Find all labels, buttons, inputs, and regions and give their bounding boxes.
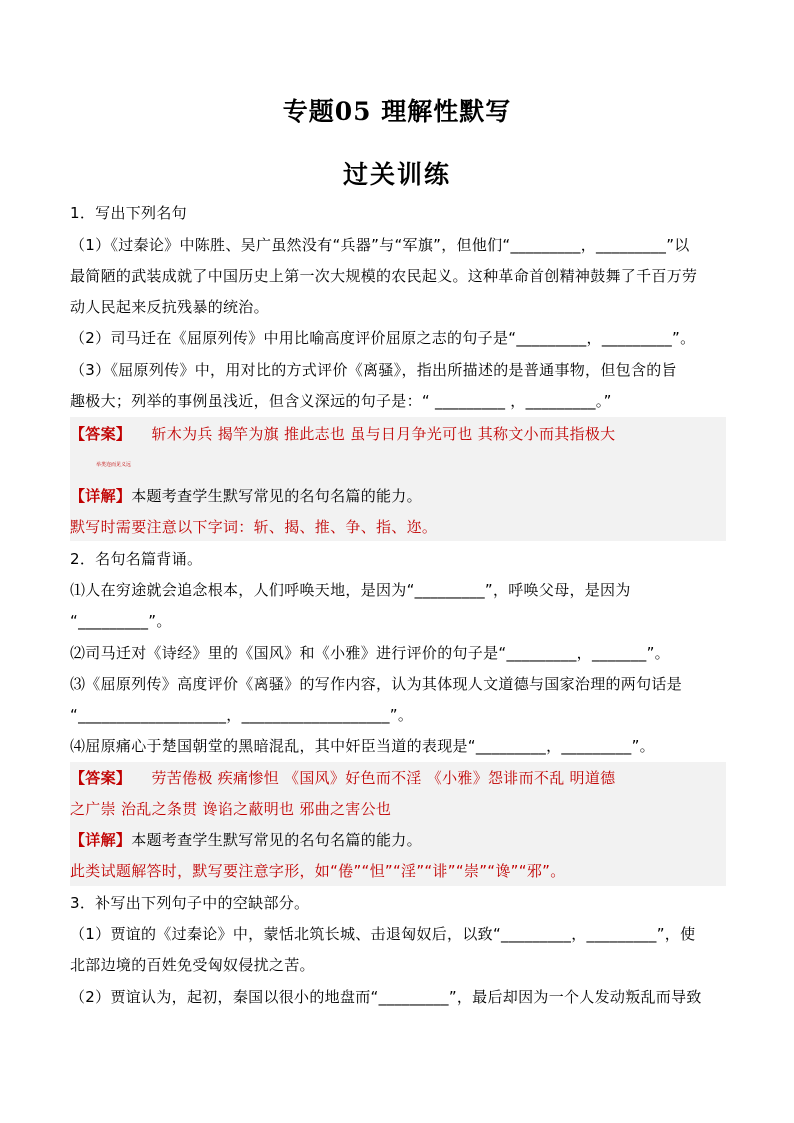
q2-line: ⑷屈原痛心于楚国朝堂的黑暗混乱，其中奸臣当道的表现是“_________，_________”。 (70, 737, 655, 755)
q2-line: ⑶《屈原列传》高度评价《离骚》的写作内容，认为其体现人文道德与国家治理的两句话是 (70, 675, 683, 693)
q2-line: ⑴人在穷途就会追念根本，人们呼唤天地，是因为“_________”，呼唤父母，是因为 (70, 581, 631, 599)
page-title: 专题05 理解性默写 (282, 97, 512, 126)
answer-text: 劳苦倦极 疾痛惨怛 《国风》好色而不淫 《小雅》怨诽而不乱 明道德 (151, 769, 616, 787)
answer-tag: 【答案】 (70, 425, 132, 443)
q1-detail (70, 486, 726, 506)
q1-line: 最简陋的武装成就了中国历史上第一次大规模的农民起义。这种革命首创精神鼓舞了千百万劳 (70, 267, 698, 285)
q2-answer (70, 768, 726, 788)
q2-line: “___________________，___________________”。 (70, 706, 414, 724)
q1-heading: 1．写出下列名句 (70, 204, 187, 222)
answer-text: 之广崇 治乱之条贯 谗谄之蔽明也 邪曲之害公也 (70, 800, 392, 818)
q3-line: 北部边境的百姓免受匈奴侵扰之苦。 (70, 956, 315, 974)
detail-text: 此类试题解答时，默写要注意字形，如“倦”“怛”“淫”“诽”“崇”“谗”“邪”。 (70, 862, 566, 880)
detail-text: 本题考查学生默写常见的名句名篇的能力。 (131, 487, 422, 505)
answer-text: 举类迩而见义远 (96, 462, 132, 468)
q2-line: ⑵司马迁对《诗经》里的《国风》和《小雅》进行评价的句子是“_________，_______”。 (70, 644, 670, 662)
q3-line: （1）贾谊的《过秦论》中，蒙恬北筑长城、击退匈奴后，以致“_________，_________”，使 (70, 925, 696, 943)
q1-line: 动人民起来反抗残暴的统治。 (70, 298, 269, 316)
answer-tag: 【答案】 (70, 769, 132, 787)
q1-line: （1）《过秦论》中陈胜、吴广虽然没有“兵器”与“军旗”，但他们“_________，_________”以 (70, 236, 690, 254)
page-subtitle: 过关训练 (342, 160, 451, 189)
detail-text: 默写时需要注意以下字词：斩、揭、推、争、指、迩。 (70, 518, 438, 536)
q1-answer (70, 424, 726, 444)
q2-heading: 2．名句名篇背诵。 (70, 550, 203, 568)
q1-line: （3）《屈原列传》中，用对比的方式评价《离骚》，指出所描述的是普通事物，但包含的旨 (70, 361, 677, 379)
answer-text: 斩木为兵 揭竿为旗 推此志也 虽与日月争光可也 其称文小而其指极大 (151, 425, 616, 443)
detail-tag: 【详解】 (70, 831, 132, 849)
q1-line: （2）司马迁在《屈原列传》中用比喻高度评价屈原之志的句子是“_________，_________”。 (70, 329, 696, 347)
detail-tag: 【详解】 (70, 487, 132, 505)
q3-heading: 3．补写出下列句子中的空缺部分。 (70, 894, 310, 912)
detail-text: 本题考查学生默写常见的名句名篇的能力。 (131, 831, 422, 849)
q1-line: 趣极大；列举的事例虽浅近，但含义深远的句子是：“ _________ ，_________。” (70, 392, 612, 410)
q2-detail (70, 830, 726, 850)
q3-line: （2）贾谊认为，起初，秦国以很小的地盘而“_________”，最后却因为一个人发动叛乱而导致 (70, 988, 702, 1006)
q2-line: “_________”。 (70, 612, 172, 630)
